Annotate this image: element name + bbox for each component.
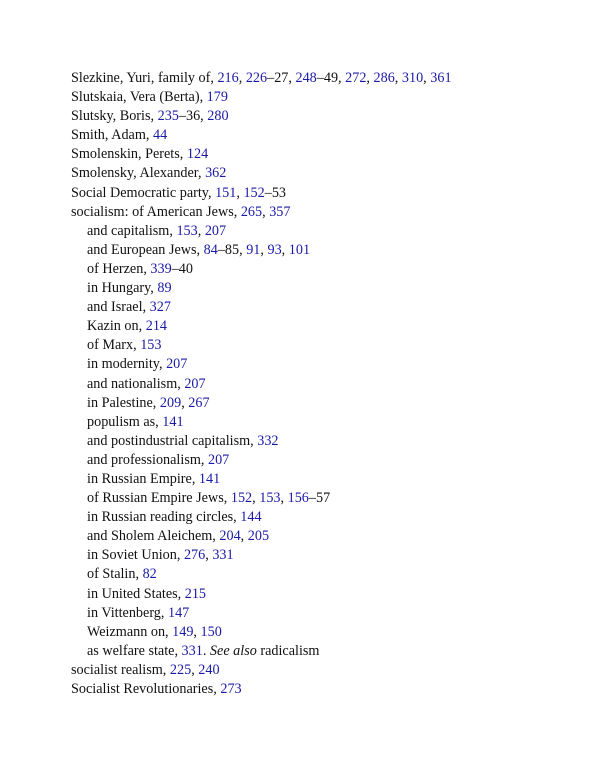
entry-text: –85, xyxy=(217,241,247,258)
entry-text: radicalism xyxy=(256,642,320,659)
entry-text: , xyxy=(236,184,244,201)
entry-text: Social Democratic party, xyxy=(71,184,216,201)
page-link[interactable]: 272 xyxy=(345,70,367,86)
page-link[interactable]: 286 xyxy=(373,70,395,86)
page-link[interactable]: 361 xyxy=(430,70,452,86)
entry-text: in United States, xyxy=(87,585,185,602)
page-link[interactable]: 152 xyxy=(243,184,265,201)
entry-text: and Israel, xyxy=(87,299,150,316)
page-link[interactable]: 147 xyxy=(167,604,190,621)
entry-text: socialism: of American Jews, xyxy=(71,203,241,220)
index-subentry xyxy=(71,508,571,527)
page-link[interactable]: 209 xyxy=(159,394,182,411)
page-link[interactable]: 124 xyxy=(186,146,209,163)
page-link[interactable]: 101 xyxy=(288,241,311,258)
page-link[interactable]: 151 xyxy=(215,184,237,201)
page-link[interactable]: 331 xyxy=(181,642,203,659)
index-subentry xyxy=(71,604,571,623)
index-entry xyxy=(71,145,571,164)
page-link[interactable]: 357 xyxy=(269,203,291,220)
index-subentry xyxy=(71,489,571,508)
entry-text: in Soviet Union, xyxy=(87,547,184,564)
index-subentry xyxy=(71,585,571,604)
entry-text: populism as, xyxy=(87,413,163,430)
index-subentry xyxy=(71,260,571,279)
page-link[interactable]: 149 xyxy=(172,623,194,640)
entry-text: in Hungary, xyxy=(87,280,158,297)
entry-text: in Palestine, xyxy=(87,394,160,411)
index-subentry xyxy=(71,565,571,584)
page-link[interactable]: 215 xyxy=(184,585,207,602)
page-link[interactable]: 280 xyxy=(207,108,229,125)
entry-text: Slutsky, Boris, xyxy=(71,108,158,125)
index-page xyxy=(71,69,571,699)
entry-text: and Sholem Aleichem, xyxy=(87,528,220,545)
page-link[interactable]: 205 xyxy=(247,528,270,545)
page-link[interactable]: 273 xyxy=(220,681,242,697)
entry-text: –49, xyxy=(316,70,346,86)
page-link[interactable]: 248 xyxy=(295,70,317,86)
page-link[interactable]: 235 xyxy=(157,108,179,125)
entry-text: , xyxy=(240,528,248,545)
entry-text: –53 xyxy=(264,184,286,201)
page-link[interactable]: 226 xyxy=(245,70,268,86)
index-subentry xyxy=(71,355,571,374)
entry-text: , xyxy=(193,623,201,640)
page-link[interactable]: 93 xyxy=(267,241,282,258)
entry-text: in modernity, xyxy=(87,356,167,373)
page-link[interactable]: 144 xyxy=(240,509,262,526)
index-subentry xyxy=(71,241,571,260)
entry-text: in Vittenberg, xyxy=(87,604,168,621)
entry-text: of Stalin, xyxy=(87,566,143,583)
page-link[interactable]: 84 xyxy=(203,241,218,258)
entry-text: of Marx, xyxy=(87,337,141,354)
index-entry xyxy=(71,203,571,222)
page-link[interactable]: 310 xyxy=(401,70,424,86)
entry-text: Socialist Revolutionaries, xyxy=(71,681,221,697)
entry-text: , xyxy=(423,70,431,86)
index-subentry xyxy=(71,413,571,432)
entry-text: –57 xyxy=(308,490,331,507)
entry-text: , xyxy=(260,241,268,258)
entry-text: Kazin on, xyxy=(87,318,146,335)
page-link[interactable]: 214 xyxy=(145,318,167,335)
page-link[interactable]: 207 xyxy=(184,375,206,392)
index-subentry xyxy=(71,546,571,565)
entry-text: of Herzen, xyxy=(87,260,151,277)
entry-text: socialist realism, xyxy=(71,661,170,678)
index-subentry xyxy=(71,317,571,336)
index-entry xyxy=(71,126,571,145)
entry-text: and capitalism, xyxy=(87,222,177,239)
entry-text: in Russian Empire, xyxy=(87,470,199,487)
entry-text: , xyxy=(394,70,402,86)
entry-text: –36, xyxy=(178,108,208,125)
page-link[interactable]: 141 xyxy=(162,413,184,430)
entry-text: , xyxy=(205,547,213,564)
page-link[interactable]: 153 xyxy=(176,222,198,239)
index-subentry xyxy=(71,642,571,661)
index-subentry xyxy=(71,298,571,317)
index-subentry xyxy=(71,336,571,355)
page-link[interactable]: 276 xyxy=(183,547,206,564)
entry-text: as welfare state, xyxy=(87,642,182,659)
entry-text: , xyxy=(366,70,374,86)
entry-text: –40 xyxy=(171,260,193,277)
entry-text: Smolenskin, Perets, xyxy=(71,146,187,163)
cross-reference-label: See also xyxy=(209,642,257,659)
page-link[interactable]: 89 xyxy=(157,280,172,297)
page-link[interactable]: 207 xyxy=(207,451,230,468)
index-subentry xyxy=(71,470,571,489)
entry-text: Weizmann on, xyxy=(87,623,173,640)
entry-text: –27, xyxy=(267,70,296,86)
entry-text: , xyxy=(252,490,260,507)
index-entry xyxy=(71,107,571,126)
page-link[interactable]: 179 xyxy=(206,89,228,106)
entry-text: , xyxy=(181,394,189,411)
index-entry xyxy=(71,88,571,107)
page-link[interactable]: 331 xyxy=(212,547,234,564)
entry-text: , xyxy=(238,70,246,86)
page-link[interactable]: 216 xyxy=(217,70,239,86)
index-subentry xyxy=(71,623,571,642)
index-subentry xyxy=(71,394,571,413)
index-subentry xyxy=(71,222,571,241)
page-link[interactable]: 44 xyxy=(152,127,168,144)
page-link[interactable]: 265 xyxy=(240,203,263,220)
page-link[interactable]: 91 xyxy=(246,241,261,258)
entry-text: Smith, Adam, xyxy=(71,127,153,144)
entry-text: and postindustrial capitalism, xyxy=(87,432,258,449)
entry-text: and professionalism, xyxy=(87,451,208,468)
index-entry xyxy=(71,661,571,680)
entry-text: , xyxy=(197,222,205,239)
index-subentry xyxy=(71,451,571,470)
page-link[interactable]: 207 xyxy=(166,356,188,373)
entry-text: Smolensky, Alexander, xyxy=(71,165,206,182)
index-subentry xyxy=(71,375,571,394)
entry-text: Slezkine, Yuri, family of, xyxy=(71,70,218,86)
page-link[interactable]: 156 xyxy=(287,490,309,507)
page-link[interactable]: 207 xyxy=(204,222,227,239)
entry-text: and nationalism, xyxy=(87,375,185,392)
page-link[interactable]: 152 xyxy=(230,490,253,507)
page-link[interactable]: 267 xyxy=(188,394,210,411)
page-link[interactable]: 332 xyxy=(257,432,279,449)
page-link[interactable]: 150 xyxy=(200,623,222,640)
page-link[interactable]: 204 xyxy=(219,528,241,545)
entry-text: in Russian reading circles, xyxy=(87,509,241,526)
index-entry xyxy=(71,680,571,699)
entry-text: Slutskaia, Vera (Berta), xyxy=(71,89,207,106)
index-subentry xyxy=(71,527,571,546)
index-entry xyxy=(71,184,571,203)
entry-text: and European Jews, xyxy=(87,241,204,258)
index-entry xyxy=(71,69,571,88)
entry-text: of Russian Empire Jews, xyxy=(87,490,231,507)
entry-text: , xyxy=(280,490,288,507)
page-link[interactable]: 225 xyxy=(169,661,192,678)
index-subentry xyxy=(71,432,571,451)
page-link[interactable]: 153 xyxy=(140,337,162,354)
page-link[interactable]: 240 xyxy=(198,661,220,678)
entry-text: , xyxy=(191,661,199,678)
page-link[interactable]: 339 xyxy=(150,260,172,277)
entry-text: . xyxy=(202,642,210,659)
page-link[interactable]: 327 xyxy=(149,299,171,316)
page-link[interactable]: 362 xyxy=(205,165,227,182)
page-link[interactable]: 141 xyxy=(198,470,221,487)
entry-text: , xyxy=(281,241,289,258)
index-subentry xyxy=(71,279,571,298)
entry-text: , xyxy=(262,203,270,220)
index-entry xyxy=(71,164,571,183)
page-link[interactable]: 82 xyxy=(142,566,157,583)
page-link[interactable]: 153 xyxy=(259,490,281,507)
